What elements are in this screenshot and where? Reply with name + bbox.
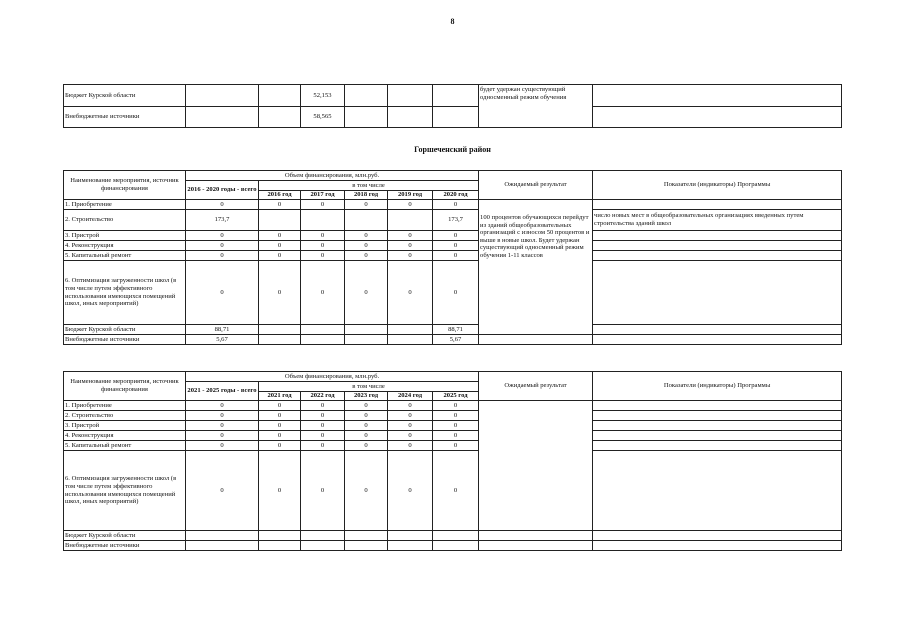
- section-title: Горшеченский район: [414, 145, 491, 154]
- cell-value: [259, 531, 301, 541]
- cell-value: 0: [345, 251, 388, 261]
- cell-value: 173,7: [186, 210, 259, 231]
- row-label: 3. Пристрой: [64, 231, 186, 241]
- header-name-col: Наименование мероприятия, источник финансирования: [64, 171, 186, 200]
- cell-value: 0: [433, 241, 479, 251]
- cell-value: 0: [433, 251, 479, 261]
- top-result-text: будет удержан существующий односменный режим обучения: [479, 85, 593, 128]
- table-row: [64, 451, 842, 531]
- cell-value: [345, 210, 388, 231]
- table-row: [64, 421, 842, 431]
- row-label: 4. Реконструкция: [64, 241, 186, 251]
- header-name-col: Наименование мероприятия, источник финансирования: [64, 372, 186, 401]
- cell-value: 0: [301, 200, 345, 210]
- cell-value: 0: [186, 241, 259, 251]
- cell-value: 0: [186, 421, 259, 431]
- header-funding: Объем финансирования, млн.руб.: [186, 171, 479, 181]
- cell-value: 0: [388, 441, 433, 451]
- cell-value: [345, 335, 388, 345]
- cell-value: 0: [186, 200, 259, 210]
- cell-value: [433, 531, 479, 541]
- row-label: 2. Строительство: [64, 210, 186, 231]
- header-indicators: Показатели (индикаторы) Программы: [593, 171, 842, 200]
- cell-value: 0: [186, 451, 259, 531]
- top-row-label: Внебюджетные источники: [64, 107, 186, 128]
- header-expected: Ожидаемый результат: [479, 171, 593, 200]
- row-label: 5. Капитальный ремонт: [64, 441, 186, 451]
- cell-value: 0: [433, 401, 479, 411]
- row-label: 5. Капитальный ремонт: [64, 251, 186, 261]
- funding-table-2021-2025: [63, 371, 842, 551]
- header-year: 2020 год: [433, 191, 479, 200]
- cell-value: [259, 335, 301, 345]
- header-year: 2025 год: [433, 392, 479, 401]
- cell-value: 0: [186, 431, 259, 441]
- table-row: [64, 401, 842, 411]
- cell-value: [259, 325, 301, 335]
- table-row: [64, 251, 842, 261]
- table-row: [64, 541, 842, 551]
- top-row-label: Бюджет Курской области: [64, 85, 186, 107]
- cell-value: 0: [433, 421, 479, 431]
- header-including: в том числе: [259, 382, 479, 392]
- cell-value: [433, 541, 479, 551]
- cell-value: 0: [345, 241, 388, 251]
- cell-value: 0: [345, 200, 388, 210]
- table-row: [64, 531, 842, 541]
- cell-value: [345, 325, 388, 335]
- cell-value: [388, 541, 433, 551]
- row-label: 6. Оптимизация загруженности школ (в том числе путем эффективного использования имеющихся помещений школ, иных мероприятий): [64, 261, 186, 325]
- indicator-text: число новых мест в общеобразовательных организациях введенных путем строительства зданий школ: [593, 210, 842, 231]
- cell-value: 173,7: [433, 210, 479, 231]
- cell-value: 0: [259, 200, 301, 210]
- cell-value: 5,67: [186, 335, 259, 345]
- cell-value: 0: [301, 241, 345, 251]
- table-row: [64, 200, 842, 210]
- header-year: 2023 год: [345, 392, 388, 401]
- cell-value: 0: [433, 451, 479, 531]
- header-indicators: Показатели (индикаторы) Программы: [593, 372, 842, 401]
- table-row: [64, 261, 842, 325]
- cell-value: 0: [301, 411, 345, 421]
- page-number: 8: [450, 17, 455, 26]
- cell-value: 0: [433, 431, 479, 441]
- cell-value: [301, 210, 345, 231]
- cell-value: 0: [345, 431, 388, 441]
- cell-value: 0: [388, 431, 433, 441]
- row-label: 1. Приобретение: [64, 200, 186, 210]
- top-row-value: 52,153: [301, 85, 345, 107]
- cell-value: 0: [301, 261, 345, 325]
- row-label: 1. Приобретение: [64, 401, 186, 411]
- cell-value: 0: [345, 451, 388, 531]
- cell-value: 0: [388, 411, 433, 421]
- cell-value: 0: [186, 231, 259, 241]
- header-year: 2021 год: [259, 392, 301, 401]
- table-row: [64, 431, 842, 441]
- table-row: [64, 241, 842, 251]
- cell-value: 0: [345, 421, 388, 431]
- cell-value: 0: [345, 441, 388, 451]
- table-row: [64, 335, 842, 345]
- row-label: Бюджет Курской области: [64, 325, 186, 335]
- cell-value: 0: [345, 231, 388, 241]
- cell-value: 0: [259, 441, 301, 451]
- cell-value: 0: [301, 441, 345, 451]
- cell-value: 0: [345, 261, 388, 325]
- cell-value: 0: [186, 261, 259, 325]
- cell-value: 88,71: [433, 325, 479, 335]
- cell-value: [345, 541, 388, 551]
- header-including: в том числе: [259, 181, 479, 191]
- cell-value: [388, 210, 433, 231]
- row-label: 3. Пристрой: [64, 421, 186, 431]
- cell-value: [301, 541, 345, 551]
- cell-value: 0: [345, 411, 388, 421]
- cell-value: 5,67: [433, 335, 479, 345]
- cell-value: [186, 531, 259, 541]
- cell-value: 0: [259, 421, 301, 431]
- cell-value: 0: [388, 401, 433, 411]
- row-label: Внебюджетные источники: [64, 335, 186, 345]
- cell-value: 0: [388, 231, 433, 241]
- cell-value: 0: [301, 431, 345, 441]
- table-row: [64, 210, 842, 231]
- table-row: [64, 411, 842, 421]
- cell-value: [301, 335, 345, 345]
- cell-value: 0: [388, 261, 433, 325]
- cell-value: 0: [433, 261, 479, 325]
- table-row: [64, 231, 842, 241]
- cell-value: 0: [259, 241, 301, 251]
- cell-value: 0: [345, 401, 388, 411]
- row-label: Бюджет Курской области: [64, 531, 186, 541]
- cell-value: [259, 541, 301, 551]
- header-funding: Объем финансирования, млн.руб.: [186, 372, 479, 382]
- header-year: 2024 год: [388, 392, 433, 401]
- cell-value: 0: [259, 411, 301, 421]
- cell-value: 0: [301, 251, 345, 261]
- cell-value: 0: [388, 451, 433, 531]
- cell-value: 0: [259, 451, 301, 531]
- cell-value: 0: [388, 200, 433, 210]
- cell-value: 0: [186, 401, 259, 411]
- header-year: 2019 год: [388, 191, 433, 200]
- row-label: 4. Реконструкция: [64, 431, 186, 441]
- cell-value: 0: [433, 441, 479, 451]
- cell-value: [301, 325, 345, 335]
- cell-value: [259, 210, 301, 231]
- top-row-value: 58,565: [301, 107, 345, 128]
- cell-value: [388, 325, 433, 335]
- cell-value: 88,71: [186, 325, 259, 335]
- header-total: 2021 - 2025 годы - всего: [186, 382, 259, 401]
- cell-value: 0: [388, 251, 433, 261]
- cell-value: 0: [301, 451, 345, 531]
- table-row: [64, 325, 842, 335]
- header-year: 2016 год: [259, 191, 301, 200]
- row-label: 2. Строительство: [64, 411, 186, 421]
- header-expected: Ожидаемый результат: [479, 372, 593, 401]
- cell-value: 0: [433, 411, 479, 421]
- cell-value: [186, 541, 259, 551]
- funding-table-2016-2020: [63, 170, 842, 345]
- cell-value: 0: [301, 231, 345, 241]
- row-label: Внебюджетные источники: [64, 541, 186, 551]
- cell-value: [388, 335, 433, 345]
- header-year: 2017 год: [301, 191, 345, 200]
- expected-result-text: 100 процентов обучающихся перейдут из зданий общеобразовательных организаций с износом 50 процентов и выше в новые школ. Будет удержан существующий односменный режим обучения 1-11 классов: [479, 200, 593, 335]
- top-table: [63, 84, 842, 128]
- table-row: [64, 441, 842, 451]
- cell-value: 0: [259, 231, 301, 241]
- cell-value: [388, 531, 433, 541]
- cell-value: 0: [259, 401, 301, 411]
- cell-value: 0: [259, 251, 301, 261]
- cell-value: 0: [301, 421, 345, 431]
- cell-value: 0: [301, 401, 345, 411]
- cell-value: [345, 531, 388, 541]
- cell-value: [301, 531, 345, 541]
- cell-value: 0: [388, 241, 433, 251]
- cell-value: 0: [186, 441, 259, 451]
- cell-value: 0: [433, 200, 479, 210]
- cell-value: 0: [186, 411, 259, 421]
- cell-value: 0: [433, 231, 479, 241]
- header-year: 2022 год: [301, 392, 345, 401]
- cell-value: 0: [388, 421, 433, 431]
- header-year: 2018 год: [345, 191, 388, 200]
- cell-value: 0: [186, 251, 259, 261]
- cell-value: 0: [259, 261, 301, 325]
- cell-value: 0: [259, 431, 301, 441]
- row-label: 6. Оптимизация загруженности школ (в том числе путем эффективного использования имеющихся помещений школ, иных мероприятий): [64, 451, 186, 531]
- header-total: 2016 - 2020 годы - всего: [186, 181, 259, 200]
